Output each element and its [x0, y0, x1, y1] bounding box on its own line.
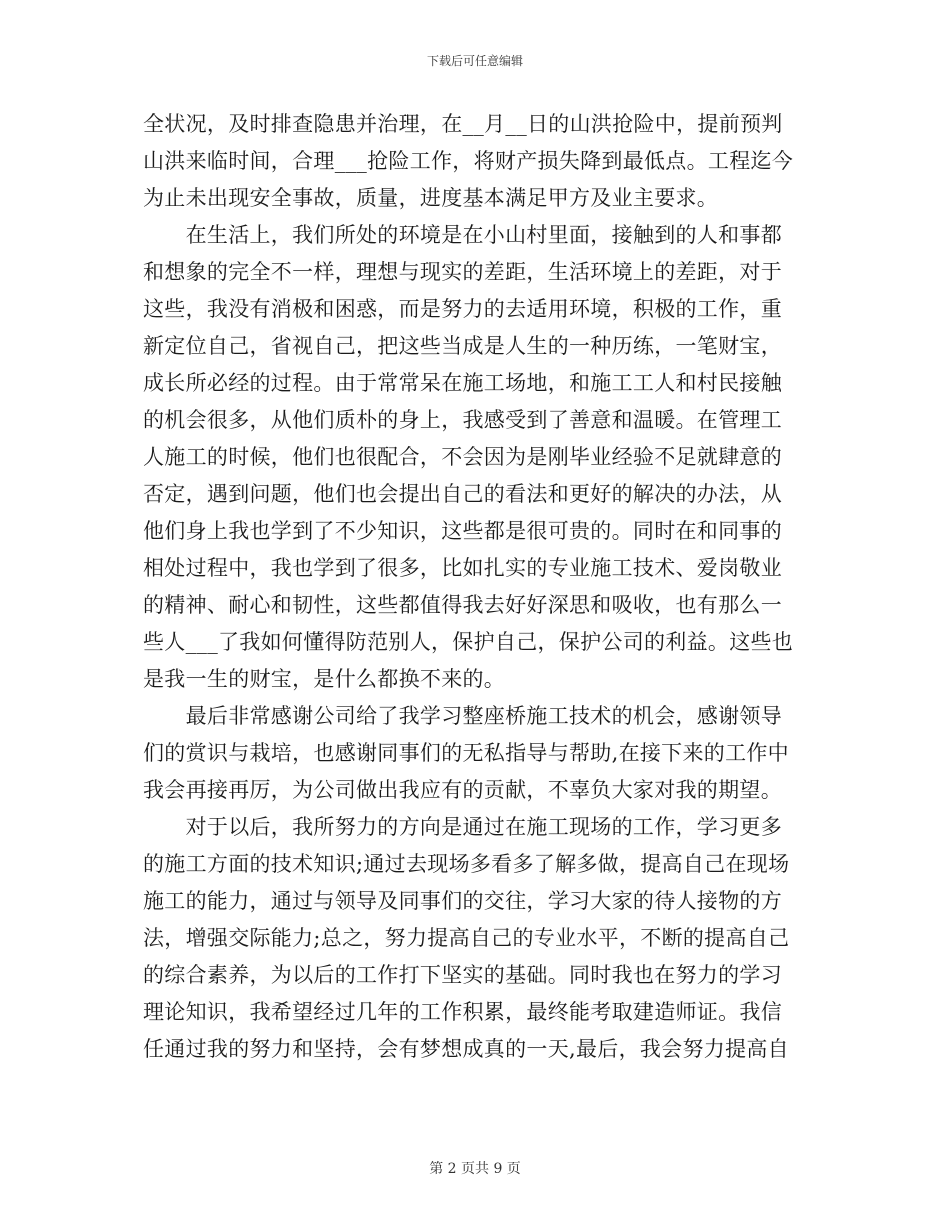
text-line: 人施工的时候，他们也很配合，不会因为是刚毕业经验不足就肆意的 [143, 445, 782, 469]
text-line: 和想象的完全不一样，理想与现实的差距，生活环境上的差距，对于 [143, 260, 782, 284]
text-line: 法，增强交际能力;总之，努力提高自己的专业水平，不断的提高自己 [143, 926, 790, 950]
text-line: 相处过程中，我也学到了很多，比如扎实的专业施工技术、爱岗敬业 [143, 556, 782, 580]
text-line: 他们身上我也学到了不少知识，这些都是很可贵的。同时在和同事的 [143, 519, 782, 543]
text-line: 这些，我没有消极和困惑，而是努力的去适用环境，积极的工作，重 [143, 297, 782, 321]
text-line: 些人___了我如何懂得防范别人，保护自己，保护公司的利益。这些也 [143, 630, 794, 654]
text-line: 的综合素养，为以后的工作打下坚实的基础。同时我也在努力的学习 [143, 963, 782, 987]
document-body [143, 106, 807, 1068]
text-line: 我会再接再厉，为公司做出我应有的贡献，不辜负大家对我的期望。 [143, 778, 782, 802]
text-line: 山洪来临时间，合理___抢险工作，将财产损失降到最低点。工程迄今 [143, 149, 794, 173]
text-line: 理论知识，我希望经过几年的工作积累，最终能考取建造师证。我信 [143, 1000, 782, 1024]
page-header: 下载后可任意编辑 [426, 54, 523, 68]
text-line: 是我一生的财宝，是什么都换不来的。 [143, 667, 506, 691]
text-line: 最后非常感谢公司给了我学习整座桥施工技术的机会，感谢领导 [143, 704, 782, 728]
text-line: 为止未出现安全事故，质量，进度基本满足甲方及业主要求。 [143, 186, 719, 210]
text-line: 对于以后，我所努力的方向是通过在施工现场的工作，学习更多 [143, 815, 782, 839]
text-line: 的机会很多，从他们质朴的身上，我感受到了善意和温暖。在管理工 [143, 408, 782, 432]
text-line: 新定位自己，省视自己，把这些当成是人生的一种历练，一笔财宝， [143, 334, 782, 358]
page-number: 第 2 页共 9 页 [429, 1161, 521, 1177]
text-line: 的精神、耐心和韧性，这些都值得我去好好深思和吸收，也有那么一 [143, 593, 782, 617]
text-line: 任通过我的努力和坚持，会有梦想成真的一天,最后，我会努力提高自 [143, 1037, 789, 1061]
text-line: 在生活上，我们所处的环境是在小山村里面，接触到的人和事都 [143, 223, 782, 247]
text-line: 成长所必经的过程。由于常常呆在施工场地，和施工工人和村民接触 [143, 371, 782, 395]
text-line: 全状况，及时排查隐患并治理，在__月__日的山洪抢险中，提前预判 [143, 112, 783, 136]
text-line: 的施工方面的技术知识;通过去现场多看多了解多做，提高自己在现场 [143, 852, 790, 876]
text-line: 施工的能力，通过与领导及同事们的交往，学习大家的待人接物的方 [143, 889, 782, 913]
text-line: 们的赏识与栽培，也感谢同事们的无私指导与帮助,在接下来的工作中 [143, 741, 789, 765]
text-line: 否定，遇到问题，他们也会提出自己的看法和更好的解决的办法，从 [143, 482, 782, 506]
